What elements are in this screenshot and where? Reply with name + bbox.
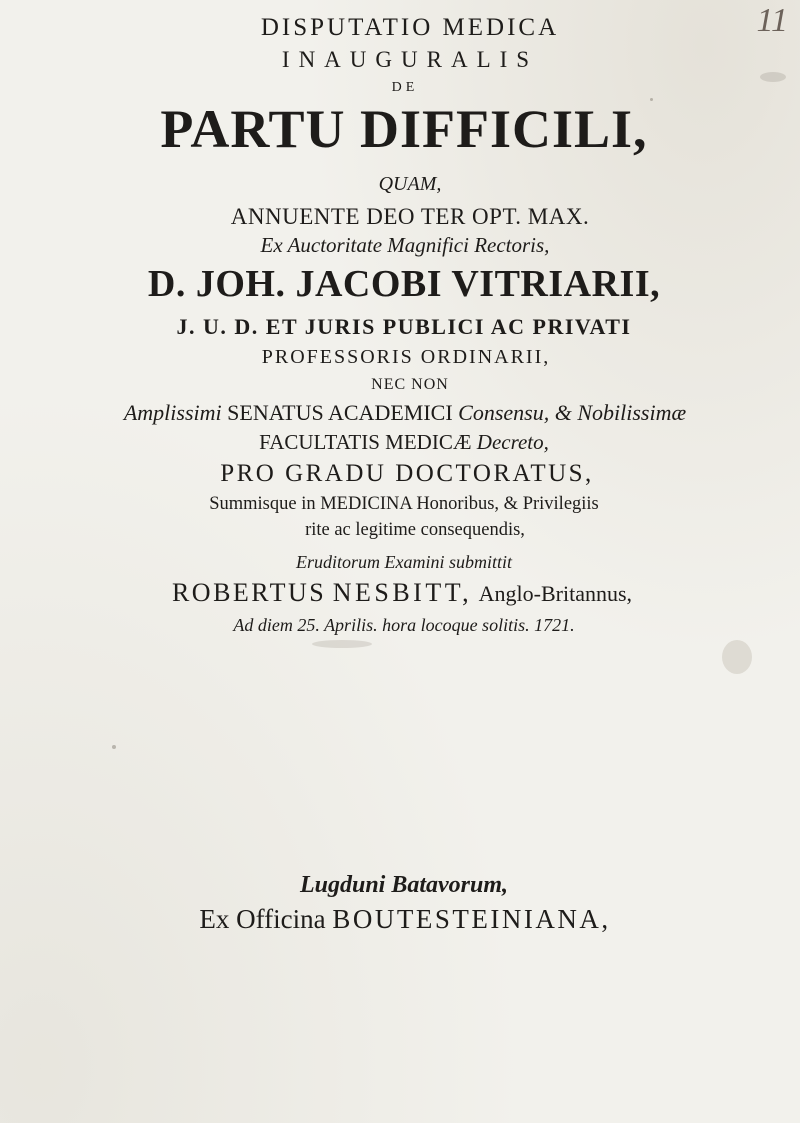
senatus-line — [0, 400, 800, 426]
annuente-line: ANNUENTE DEO TER OPT. MAX. — [230, 204, 590, 229]
rite-line: rite ac legitime consequendis, — [305, 520, 525, 540]
praeses-name: D. JOH. JACOBI VITRIARII, — [147, 263, 661, 305]
pro-gradu-line: PRO GRADU DOCTORATUS, — [220, 460, 594, 487]
paper-speck — [112, 745, 116, 749]
author-origin: Anglo-Britannus, — [478, 581, 633, 606]
senatus-italic: Amplissimi — [123, 400, 222, 425]
senatus-italic-2: Consensu, & Nobilissimæ — [458, 400, 687, 425]
professoris-line: PROFESSORIS ORDINARII, — [261, 346, 551, 368]
summisque-line: Summisque in MEDICINA Honoribus, & Privilegiis — [209, 494, 599, 514]
author-first-name: ROBERTUS — [171, 578, 327, 607]
juris-line: J. U. D. ET JURIS PUBLICI AC PRIVATI — [176, 314, 632, 339]
place-line: Lugduni Batavorum, — [299, 872, 509, 898]
printer-prefix: Ex Officina — [199, 904, 326, 934]
eruditorum-line: Eruditorum Examini submittit — [296, 552, 512, 572]
author-last-name: NESBITT, — [332, 578, 473, 607]
corner-mark: 11 — [756, 2, 788, 39]
paper-speck — [650, 98, 653, 101]
date-line: Ad diem 25. Aprilis. hora locoque solitis. 1721. — [233, 615, 575, 635]
heading-inauguralis: INAUGURALIS — [281, 47, 539, 72]
facultatis-line — [0, 430, 800, 455]
heading-de: DE — [391, 80, 419, 95]
printer-line — [0, 904, 800, 935]
paper-speck — [312, 640, 372, 648]
main-title: PARTU DIFFICILI, — [160, 99, 648, 159]
printer-name: BOUTESTEINIANA, — [332, 904, 611, 934]
quam-line: QUAM, — [378, 173, 442, 195]
author-line — [0, 578, 800, 608]
paper-speck — [760, 72, 786, 82]
nec-non-line: NEC NON — [371, 376, 449, 393]
paper-speck — [722, 640, 752, 674]
senatus-caps: SENATUS ACADEMICI — [227, 400, 453, 425]
auctoritate-line: Ex Auctoritate Magnifici Rectoris, — [260, 233, 550, 257]
facultatis-italic: Decreto, — [476, 430, 549, 454]
facultatis-caps: FACULTATIS MEDICÆ — [259, 430, 472, 454]
heading-disputatio: DISPUTATIO MEDICA — [260, 14, 560, 41]
